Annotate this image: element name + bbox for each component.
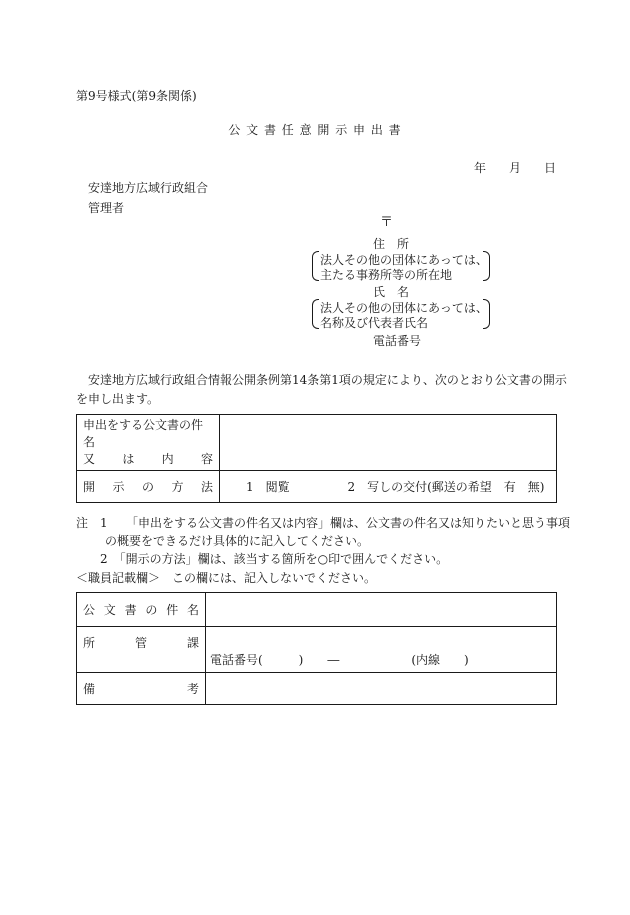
staff-dept-label-cell (77, 627, 206, 673)
address-note-right-bracket (483, 251, 490, 281)
staff-doc-label: 公 文 書 の 件 名 (83, 603, 199, 617)
name-note-line2: 名称及び代表者氏名 (320, 316, 429, 330)
doc-name-input-cell[interactable] (220, 415, 557, 471)
staff-dept-input-cell[interactable] (206, 627, 557, 673)
address-note-line1: 法人その他の団体にあっては、 (320, 253, 488, 267)
addressee-org: 安達地方広域行政組合 (88, 181, 209, 195)
body-line-1: 安達地方広域行政組合情報公開条例第14条第1項の規定により、次のとおり公文書の開示 (88, 373, 567, 387)
name-note-line1: 法人その他の団体にあっては、 (320, 301, 488, 315)
doc-name-label-line1: 申出をする公文書の件名 (83, 418, 204, 449)
staff-doc-label-cell (77, 593, 206, 627)
request-table (76, 414, 557, 503)
staff-remarks-input-cell[interactable] (206, 673, 557, 705)
date-day: 日 (544, 161, 557, 175)
method-label: 開 示 の 方 法 (83, 480, 213, 494)
postal-mark: 〒 (380, 215, 394, 230)
address-note-line2: 主たる事務所等の所在地 (320, 268, 453, 282)
addressee-role: 管理者 (88, 201, 125, 215)
form-number: 第9号様式(第9条関係) (76, 89, 197, 103)
staff-remarks-label: 備 考 (83, 682, 199, 696)
name-note-left-bracket (312, 299, 319, 329)
method-label-cell (77, 471, 220, 503)
address-label: 住 所 (373, 237, 410, 251)
staff-doc-input-cell[interactable] (206, 593, 557, 627)
staff-table (76, 592, 557, 705)
note-1-label: 注 1 (76, 516, 108, 530)
note-1-line2: の概要をできるだけ具体的に記入してください。 (105, 534, 370, 548)
staff-remarks-label-cell (77, 673, 206, 705)
body-line-2: を申し出ます。 (76, 392, 160, 406)
phone-label: 電話番号 (373, 334, 422, 348)
staff-dept-label: 所 管 課 (83, 636, 199, 650)
doc-name-label-cell (77, 415, 220, 471)
staff-dept-phone-line: 電話番号( ) ― (内線 ) (210, 653, 469, 667)
name-note-right-bracket (483, 299, 490, 329)
method-option-view[interactable]: 1 閲覧 (246, 480, 290, 494)
date-year: 年 (474, 161, 487, 175)
method-option-copy[interactable]: 2 写しの交付(郵送の希望 有 無) (347, 480, 545, 494)
note-2-line: 2 「開示の方法」欄は、該当する箇所を○印で囲んでください。 (100, 552, 449, 566)
note-1-line1: 「申出をする公文書の件名又は内容」欄は、公文書の件名又は知りたいと思う事項 (126, 516, 571, 530)
date-month: 月 (509, 161, 522, 175)
staff-section-header: ＜職員記載欄＞ この欄には、記入しないでください。 (76, 571, 377, 585)
address-note-left-bracket (312, 251, 319, 281)
page-title: 公 文 書 任 意 開 示 申 出 書 (228, 123, 402, 137)
doc-name-label-line2: 又 は 内 容 (83, 452, 213, 466)
method-options-cell[interactable] (220, 471, 557, 503)
name-label: 氏 名 (373, 285, 410, 299)
